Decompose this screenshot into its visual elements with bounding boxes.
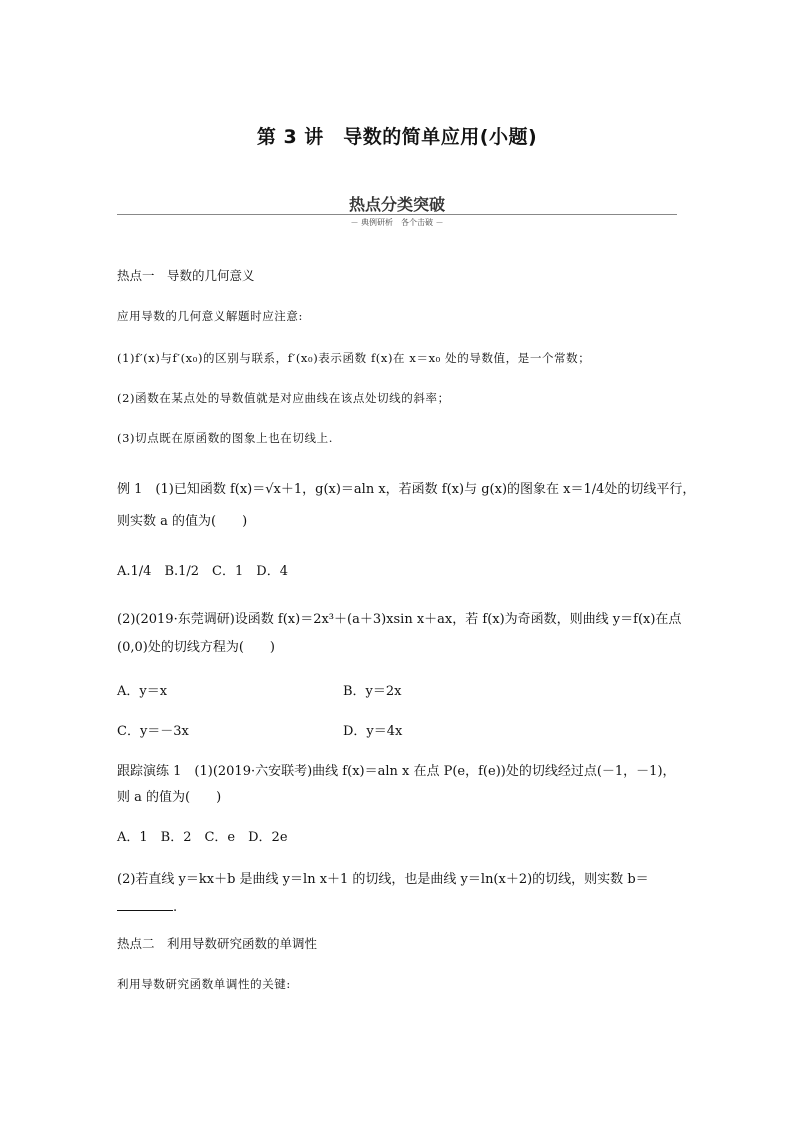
example1-part1-options: A.1/4 B.1/2 C．1 D．4 (117, 564, 288, 579)
practice1-question: 跟踪演练 1 (1)(2019·六安联考)曲线 f(x)＝aln x 在点 P(e，f(e))处的切线经过点(－1，－1)， (117, 764, 676, 779)
section-header (117, 190, 677, 230)
hotspot1-point-1: (1)f′(x)与f′(x₀)的区别与联系，f′(x₀)表示函数 f(x)在 x＝x₀ 处的导数值，是一个常数； (117, 351, 591, 365)
example1-option-c: C．y＝－3x (117, 724, 189, 739)
practice1-options: A．1 B．2 C．e D．2e (117, 830, 288, 845)
practice1-question-cont: 则 a 的值为( ) (117, 790, 222, 805)
example1-part1-question-cont: 则实数 a 的值为( ) (117, 514, 248, 529)
hotspot1-intro: 应用导数的几何意义解题时应注意: (117, 309, 303, 323)
hotspot1-heading: 热点一 导数的几何意义 (117, 268, 255, 283)
example1-part1-question: 例 1 (1)已知函数 f(x)＝√x＋1，g(x)＝aln x，若函数 f(x)与 g(x)的图象在 x＝1/4处的切线平行， (117, 482, 696, 497)
hotspot1-point-3: (3)切点既在原函数的图象上也在切线上. (117, 431, 333, 445)
hotspot2-intro: 利用导数研究函数单调性的关键: (117, 977, 291, 991)
example1-part2-question-cont: (0,0)处的切线方程为( ) (117, 640, 275, 655)
example1-part2-question: (2)(2019·东莞调研)设函数 f(x)＝2x³＋(a＋3)xsin x＋ax，若 f(x)为奇函数，则曲线 y＝f(x)在点 (117, 612, 682, 627)
practice1-part2-question: (2)若直线 y＝kx＋b 是曲线 y＝ln x＋1 的切线，也是曲线 y＝ln(x＋2)的切线，则实数 b＝ (117, 872, 649, 887)
section-title: 热点分类突破 (348, 195, 445, 214)
lesson-title: 第 3 讲 导数的简单应用(小题) (256, 126, 538, 148)
example1-option-b: B．y＝2x (343, 684, 402, 699)
answer-blank (117, 898, 173, 911)
practice1-part2-answer-line (117, 898, 687, 916)
section-subtitle: － 典例研析 各个击破 － (350, 218, 444, 227)
answer-period: . (173, 900, 178, 915)
hotspot1-point-2: (2)函数在某点处的导数值就是对应曲线在该点处切线的斜率； (117, 391, 450, 405)
example1-option-a: A．y＝x (117, 684, 168, 699)
section-divider (117, 214, 677, 215)
example1-option-d: D．y＝4x (343, 724, 403, 739)
hotspot2-heading: 热点二 利用导数研究函数的单调性 (117, 936, 318, 951)
